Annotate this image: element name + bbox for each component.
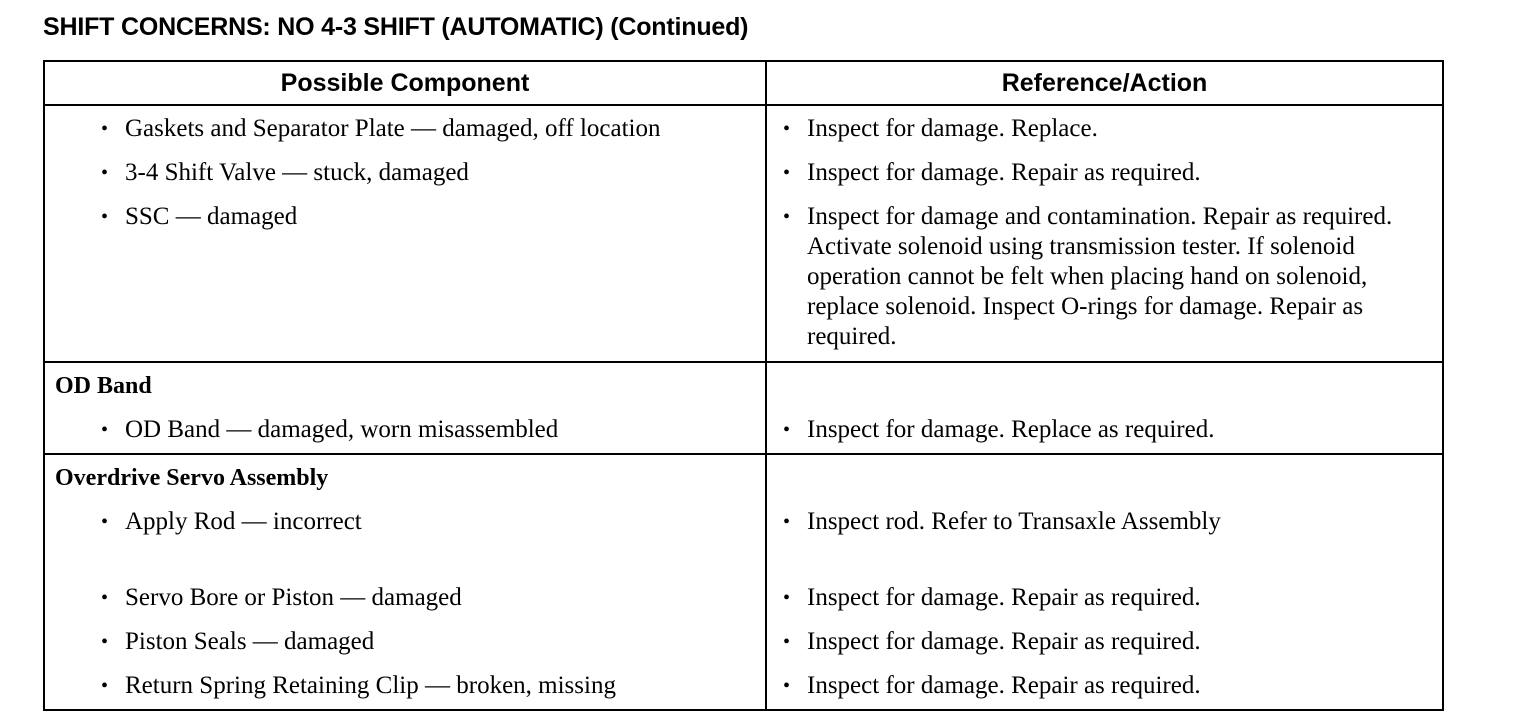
shift-concerns-table xyxy=(43,60,1444,711)
component-item: • 3-4 Shift Valve — stuck, damaged xyxy=(101,159,469,186)
action-item: • Inspect for damage. Replace. xyxy=(783,115,1098,142)
table-row xyxy=(44,105,1443,362)
bullet-icon: • xyxy=(783,162,791,184)
column-header-reference-action: Reference/Action xyxy=(766,61,1443,105)
group-heading: OD Band xyxy=(55,373,152,399)
component-cell xyxy=(44,105,766,362)
component-item: • OD Band — damaged, worn misassembled xyxy=(101,416,559,443)
component-item: • Return Spring Retaining Clip — broken, missing xyxy=(101,672,616,699)
bullet-icon: • xyxy=(101,419,109,441)
action-cell xyxy=(766,362,1443,454)
bullet-icon: • xyxy=(783,118,791,140)
table-row xyxy=(44,454,1443,710)
group-heading: Overdrive Servo Assembly xyxy=(55,465,329,491)
action-cell xyxy=(766,105,1443,362)
bullet-icon: • xyxy=(101,511,109,533)
action-item: • Inspect rod. Refer to Transaxle Assembly xyxy=(783,508,1221,535)
action-cell xyxy=(766,454,1443,710)
action-item: • Inspect for damage. Repair as required. xyxy=(783,159,1201,186)
action-item: • Inspect for damage. Repair as required. xyxy=(783,584,1201,611)
bullet-icon: • xyxy=(783,631,791,653)
column-header-possible-component: Possible Component xyxy=(44,61,766,105)
bullet-icon: • xyxy=(783,675,791,697)
bullet-icon: • xyxy=(101,118,109,140)
action-item: • Inspect for damage. Repair as required. xyxy=(783,628,1201,655)
bullet-icon: • xyxy=(101,631,109,653)
component-item: • Piston Seals — damaged xyxy=(101,628,375,655)
bullet-icon: • xyxy=(101,675,109,697)
component-item: • Apply Rod — incorrect xyxy=(101,508,362,535)
bullet-icon: • xyxy=(783,419,791,441)
component-cell xyxy=(44,454,766,710)
bullet-icon: • xyxy=(101,162,109,184)
action-item: • Inspect for damage. Replace as required. xyxy=(783,416,1215,443)
action-item: • Inspect for damage and contamination. Repair as required. Activate solenoid using transmission tester. If solenoid operation cannot be felt when placing hand on solenoid, replace solenoid. Inspect O-rings for damage. Repair as required. xyxy=(783,203,1393,350)
table-header-row xyxy=(44,61,1443,105)
bullet-icon: • xyxy=(783,511,791,533)
table-row xyxy=(44,362,1443,454)
bullet-icon: • xyxy=(101,206,109,228)
bullet-icon: • xyxy=(783,206,791,228)
component-item: • SSC — damaged xyxy=(101,203,298,230)
component-item: • Gaskets and Separator Plate — damaged, off location xyxy=(101,115,661,142)
bullet-icon: • xyxy=(101,587,109,609)
component-cell xyxy=(44,362,766,454)
component-item: • Servo Bore or Piston — damaged xyxy=(101,584,462,611)
action-item: • Inspect for damage. Repair as required. xyxy=(783,672,1201,699)
bullet-icon: • xyxy=(783,587,791,609)
page-title: SHIFT CONCERNS: NO 4-3 SHIFT (AUTOMATIC) (Continued) xyxy=(43,13,749,41)
